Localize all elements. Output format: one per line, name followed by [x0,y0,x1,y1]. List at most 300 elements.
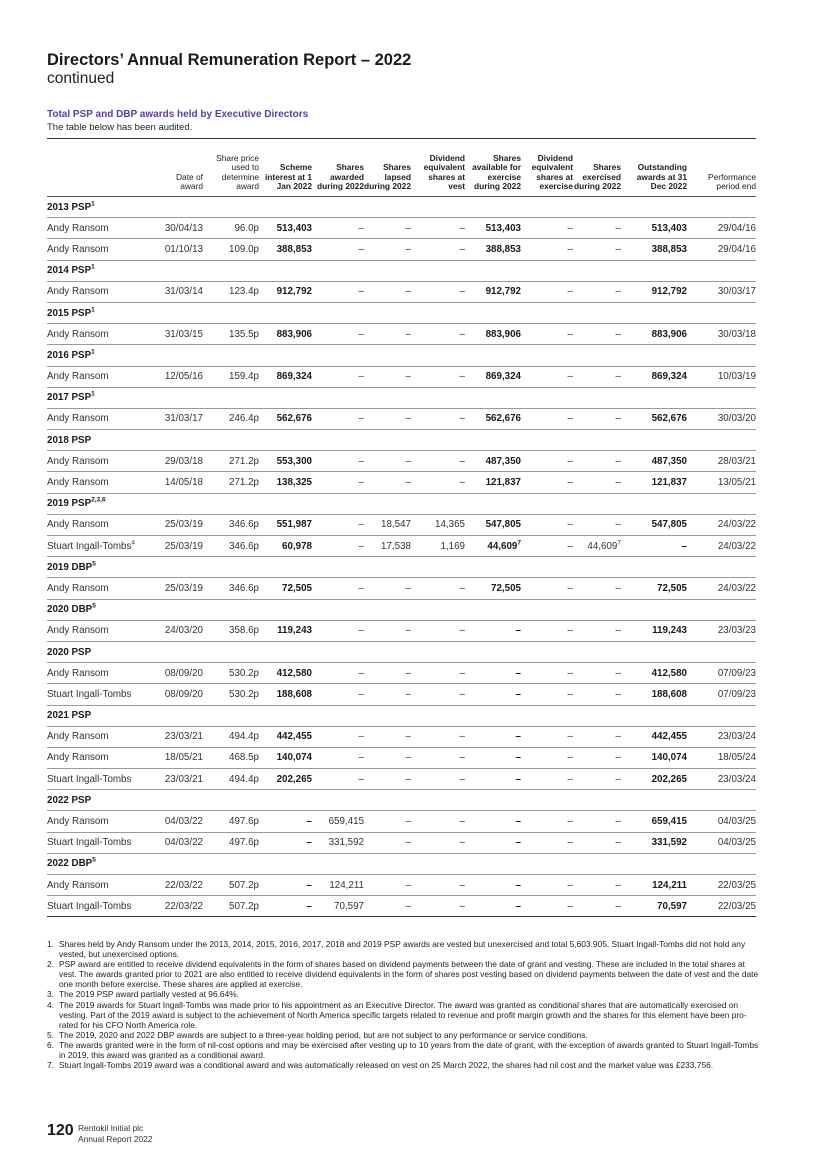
cell-value: 119,243 [277,625,312,637]
cell-value: – [567,879,573,891]
cell-value: – [405,582,411,594]
cell-value: – [515,837,521,849]
cell-value: – [459,328,465,340]
table-cell [155,811,203,832]
table-cell [687,218,756,239]
column-header: Date of award [175,171,203,192]
cell-value: – [405,773,411,785]
cell-value: – [615,625,621,637]
footnote-text: The awards granted were in the form of nil-cost options and may be exercised after vesting up to 10 years from the date of grant, with the exception of awards granted to Stuart Ingall-Tombs in 2019, this award was granted as a conditional award. [59,1039,759,1061]
table-row [47,218,756,239]
table-row [47,578,756,599]
table-cell [573,472,621,493]
table-cell [621,726,687,747]
table-cell [411,832,465,853]
director-name: Andy Ransom [47,667,109,679]
director-name-cell [47,896,155,917]
footnote [47,959,762,989]
cell-value: – [567,688,573,700]
cell-value: 562,676 [651,413,687,425]
director-name: Andy Ransom [47,455,109,467]
cell-value: – [459,477,465,489]
table-cell [573,578,621,599]
group-cell [47,197,756,218]
table-cell [621,684,687,705]
table-cell [411,536,465,557]
cell-value: – [358,582,364,594]
cell-value: 04/03/22 [164,816,203,828]
cell-value: – [567,625,573,637]
table-cell [411,408,465,429]
group-label: 2015 PSP [47,307,92,319]
group-label: 2021 PSP [47,710,92,722]
column-header: Shares lapsed during 2022 [364,162,412,192]
table-cell [203,747,259,768]
group-cell [47,302,756,323]
group-cell [47,641,756,662]
table-cell [521,769,573,790]
table-cell [259,218,312,239]
table-cell [364,218,411,239]
cell-value: 659,415 [328,816,364,828]
table-cell [411,896,465,917]
cell-value: – [405,625,411,637]
cell-value: 869,324 [485,371,521,383]
table-cell [312,281,364,302]
table-cell [621,663,687,684]
table-cell [687,366,756,387]
table-cell [411,514,465,535]
cell-value: 412,580 [651,667,687,679]
cell-value: – [459,879,465,891]
cell-value: 135.5p [229,328,259,340]
table-row [47,536,756,557]
table-cell [573,514,621,535]
table-cell [155,620,203,641]
group-cell [47,493,756,514]
cell-value: 96.0p [234,222,259,234]
table-cell [621,536,687,557]
table-group-row [47,302,756,323]
table-cell [364,451,411,472]
table-cell [621,514,687,535]
table-cell [687,663,756,684]
table-cell [465,281,521,302]
table-row [47,408,756,429]
cell-value: 188,608 [651,688,687,700]
table-row [47,239,756,260]
cell-value: 30/03/20 [717,413,756,425]
cell-value: 553,300 [276,455,312,467]
table-cell [259,726,312,747]
table-cell [521,536,573,557]
table-group-row [47,599,756,620]
table-row [47,281,756,302]
table-cell [259,239,312,260]
director-name: Andy Ransom [47,752,109,764]
table-cell [364,684,411,705]
footnote-ref: 5 [92,602,96,610]
table-cell [621,281,687,302]
cell-value: 18,547 [381,519,411,531]
cell-value: 271.2p [229,477,259,489]
table-cell [465,472,521,493]
cell-value: 530.2p [229,667,259,679]
cell-value: 507.2p [229,900,259,912]
cell-value: 388,853 [485,243,521,255]
cell-value: – [567,371,573,383]
cell-value: – [459,773,465,785]
cell-value: – [358,455,364,467]
table-cell [364,514,411,535]
director-name-cell [47,472,155,493]
table-cell [203,324,259,345]
group-label: 2016 PSP [47,349,92,361]
cell-value: 159.4p [229,371,259,383]
table-cell [155,726,203,747]
cell-value: 513,403 [651,222,687,234]
cell-value: 44,609 [587,540,618,552]
table-row [47,896,756,917]
table-cell [259,324,312,345]
table-cell [621,747,687,768]
cell-value: – [405,328,411,340]
cell-value: 140,074 [651,752,687,764]
group-label: 2022 DBP [47,858,93,870]
table-cell [364,408,411,429]
cell-value: 23/03/24 [717,773,756,785]
table-cell [573,663,621,684]
cell-value: – [567,243,573,255]
table-cell [521,281,573,302]
table-cell [259,896,312,917]
group-cell [47,557,756,578]
cell-value: 124,211 [329,879,364,891]
table-cell [687,281,756,302]
table-row [47,324,756,345]
cell-value: – [358,625,364,637]
director-name: Andy Ransom [47,477,109,489]
table-cell [465,747,521,768]
cell-value: – [405,286,411,298]
table-cell [364,620,411,641]
cell-value: – [567,455,573,467]
column-header: Shares exercised during 2022 [573,162,621,192]
table-cell [259,472,312,493]
table-cell [573,281,621,302]
table-cell [465,726,521,747]
cell-value: – [515,900,521,912]
cell-value: – [459,243,465,255]
table-cell [465,663,521,684]
group-cell [47,430,756,451]
cell-value: 346.6p [229,519,259,531]
column-header: Shares available for exercise during 2022 [472,152,521,192]
table-cell [573,896,621,917]
table-cell [364,239,411,260]
table-cell [411,620,465,641]
table-cell [573,324,621,345]
table-cell [573,769,621,790]
cell-value: 883,906 [276,328,312,340]
cell-value: – [405,667,411,679]
cell-value: – [306,879,312,891]
cell-value: – [306,837,312,849]
cell-value: – [358,731,364,743]
cell-value: 119,243 [652,625,687,637]
cell-value: 530.2p [229,688,259,700]
table-cell [521,896,573,917]
cell-value: – [567,582,573,594]
cell-value: 24/03/22 [717,540,756,552]
director-name-cell [47,684,155,705]
table-cell [573,536,621,557]
table-cell [155,684,203,705]
cell-value: 513,403 [485,222,521,234]
table-cell [687,620,756,641]
director-name-cell [47,366,155,387]
cell-value: – [405,731,411,743]
table-cell [203,578,259,599]
table-cell [259,451,312,472]
table-cell [411,281,465,302]
table-cell [465,366,521,387]
cell-value: 30/04/13 [164,222,203,234]
table-cell [687,408,756,429]
group-cell [47,387,756,408]
cell-value: 494.4p [229,773,259,785]
footnote-text: The 2019, 2020 and 2022 DBP awards are subject to a three-year holding period, but are not subject to any performance or service conditions. [59,1029,588,1040]
director-name: Andy Ransom [47,243,109,255]
cell-value: 487,350 [651,455,687,467]
group-label: 2020 PSP [47,646,92,658]
cell-value: – [567,752,573,764]
cell-value: – [405,243,411,255]
table-cell [621,875,687,896]
cell-value: – [405,879,411,891]
table-cell [687,536,756,557]
table-cell [521,811,573,832]
cell-value: – [615,582,621,594]
table-cell [155,408,203,429]
table-cell [521,218,573,239]
table-cell [203,239,259,260]
cell-value: – [567,900,573,912]
cell-value: 912,792 [276,286,312,298]
cell-value: 72,505 [657,582,687,594]
table-row [47,472,756,493]
cell-value: – [405,413,411,425]
cell-value: 29/03/18 [164,455,203,467]
table-cell [465,324,521,345]
table-row [47,875,756,896]
table-cell [259,663,312,684]
cell-value: 468.5p [229,752,259,764]
table-cell [573,218,621,239]
group-cell [47,345,756,366]
table-cell [312,747,364,768]
director-name: Stuart Ingall-Tombs [47,773,132,785]
table-cell [364,536,411,557]
table-cell [155,281,203,302]
director-name-cell [47,726,155,747]
table-cell [155,366,203,387]
table-cell [203,536,259,557]
footnote-text: PSP award are entitled to receive dividend equivalents in the form of shares based on dividend payments between the date of grant and vesting. These are included in the total shares at vest. The awards granted prior to 2021 are also entitled to receive dividend equivalents in the form of shares post vesting based on dividend payments between the date of vest and the date one month before exercise. These shares are applied at exercise. [59,959,759,990]
table-cell [687,514,756,535]
cell-value: 28/03/21 [717,455,756,467]
cell-value: 25/03/19 [164,582,203,594]
table-cell [203,663,259,684]
group-cell [47,705,756,726]
director-name: Stuart Ingall-Tombs [47,540,132,552]
cell-value: – [358,773,364,785]
director-name-cell [47,769,155,790]
table-cell [203,832,259,853]
cell-value: – [515,731,521,743]
table-cell [465,578,521,599]
table-cell [521,663,573,684]
table-cell [465,811,521,832]
table-cell [364,324,411,345]
table-cell [521,578,573,599]
table-cell [521,875,573,896]
director-name-cell [47,408,155,429]
group-cell [47,599,756,620]
table-cell [687,875,756,896]
cell-value: 138,325 [276,477,312,489]
footnote-ref: 4 [131,539,136,547]
table-cell [411,875,465,896]
director-name-cell [47,451,155,472]
cell-value: – [405,900,411,912]
table-cell [259,281,312,302]
cell-value: – [358,540,364,552]
cell-value: 04/03/25 [717,837,756,849]
director-name: Andy Ransom [47,413,109,425]
table-cell [259,684,312,705]
footnote-text: Shares held by Andy Ransom under the 2013, 2014, 2015, 2016, 2017, 2018 and 2019 PSP awards are vested but unexercised and total 5,603.905. Stuart Ingall-Tombs did not hold any vested, but unexercised options. [59,939,746,960]
cell-value: 659,415 [651,816,687,828]
table-cell [573,811,621,832]
cell-value: – [459,455,465,467]
table-cell [621,218,687,239]
table-cell [259,366,312,387]
cell-value: – [615,879,621,891]
cell-value: 31/03/15 [164,328,203,340]
table-group-row [47,557,756,578]
cell-value: – [358,243,364,255]
cell-value: – [405,816,411,828]
cell-value: – [681,540,687,552]
cell-value: – [459,688,465,700]
cell-value: – [567,816,573,828]
cell-value: – [615,816,621,828]
footnote-ref: 7 [617,539,621,547]
cell-value: 912,792 [651,286,687,298]
table-cell [155,663,203,684]
table-cell [465,875,521,896]
table-cell [411,726,465,747]
cell-value: – [306,816,312,828]
table-cell [573,451,621,472]
table-cell [364,726,411,747]
cell-value: – [567,731,573,743]
table-row [47,366,756,387]
director-name: Andy Ransom [47,222,109,234]
table-cell [203,896,259,917]
cell-value: – [358,286,364,298]
cell-value: – [615,752,621,764]
cell-value: 29/04/16 [717,222,756,234]
table-cell [364,896,411,917]
cell-value: 912,792 [485,286,521,298]
footnotes [47,939,762,1070]
cell-value: – [615,371,621,383]
table-cell [259,769,312,790]
cell-value: – [405,371,411,383]
table-cell [621,620,687,641]
cell-value: – [358,519,364,531]
cell-value: 23/03/24 [717,731,756,743]
cell-value: – [459,625,465,637]
table-cell [621,324,687,345]
footnote-number: 4. [47,999,54,1010]
cell-value: 331,592 [328,837,364,849]
cell-value: 883,906 [651,328,687,340]
table-cell [465,769,521,790]
cell-value: – [615,243,621,255]
table-cell [312,536,364,557]
table-cell [203,514,259,535]
column-header: Outstanding awards at 31 Dec 2022 [636,162,687,192]
director-name: Andy Ransom [47,582,109,594]
footnote-number: 6. [47,1039,54,1050]
footnote [47,1030,762,1040]
table-cell [687,239,756,260]
cell-value: 246.4p [229,413,259,425]
table-cell [155,514,203,535]
table-cell [687,811,756,832]
cell-value: 331,592 [651,837,687,849]
footnote-ref: 7 [517,539,521,547]
table-cell [259,536,312,557]
footnote [47,1040,762,1060]
table-cell [364,769,411,790]
table-cell [465,451,521,472]
table-cell [521,832,573,853]
table-cell [312,239,364,260]
footnote [47,1000,762,1030]
table-cell [312,218,364,239]
director-name-cell [47,578,155,599]
table-cell [687,684,756,705]
table-cell [312,663,364,684]
table-cell [521,472,573,493]
table-cell [411,218,465,239]
table-cell [203,875,259,896]
table-cell [411,366,465,387]
table-cell [203,366,259,387]
footnote-number: 7. [47,1060,54,1071]
table-cell [364,472,411,493]
director-name-cell [47,811,155,832]
table-cell [411,811,465,832]
cell-value: 12/05/16 [164,371,203,383]
table-cell [521,747,573,768]
table-cell [203,451,259,472]
group-label: 2017 PSP [47,392,92,404]
